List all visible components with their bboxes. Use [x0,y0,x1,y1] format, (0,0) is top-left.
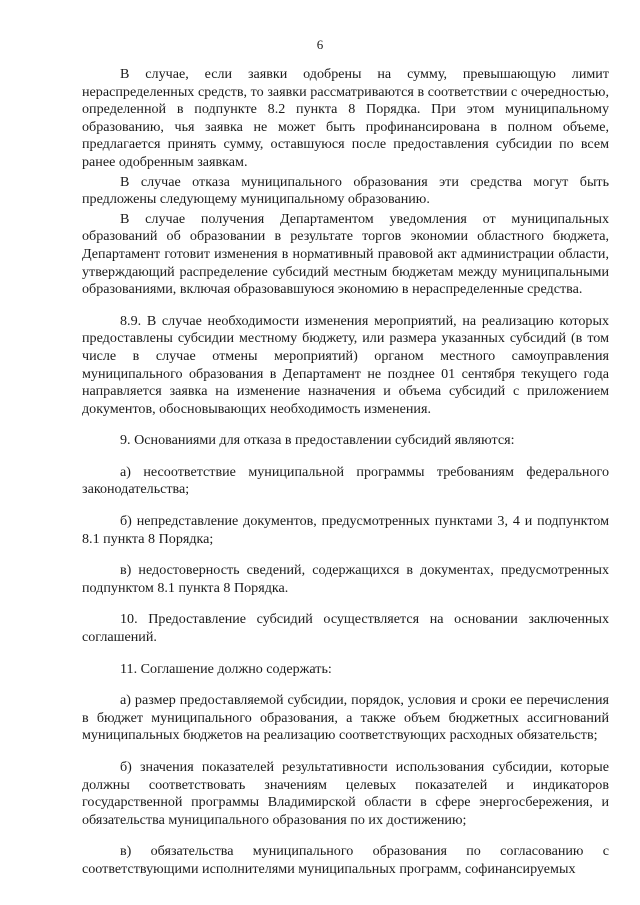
paragraph-11: 11. Соглашение должно содержать: [120,660,332,677]
paragraph-9-v: в) недостоверность сведений, содержащихся в документах, предусмотренных подпунктом 8.1 пункта 8 Порядка. [82,562,609,596]
paragraph-11-v: в) обязательства муниципального образования по согласованию с соответствующими исполнителями муниципальных программ, софинансируемых [82,843,609,877]
document-body [82,66,609,879]
paragraph-11-a: а) размер предоставляемой субсидии, порядок, условия и сроки ее перечисления в бюджет муниципального образования, а также объем бюджетных ассигнований муниципальных бюджетов на реализацию соответствующих расходных обязательств; [82,692,609,744]
paragraph-excess-limit: В случае, если заявки одобрены на сумму, превышающую лимит нераспределенных средств, то заявки рассматриваются в соответствии с очередностью, определенной в подпункте 8.2 пункта 8 Порядка. При этом муниципальному образованию, чья заявка не может быть профинансирована в полном объеме, предлагается принять сумму, оставшуюся после предоставления субсидии по всем ранее одобренным заявкам. [82,66,609,170]
paragraph-11-b: б) значения показателей результативности использования субсидии, которые должны соответствовать значениям целевых показателей и индикаторов государственной программы Владимирской области в сфере энергосбережения, и обязательства муниципального образования по их достижению; [82,759,609,828]
paragraph-refusal-offer: В случае отказа муниципального образования эти средства могут быть предложены следующему муниципальному образованию. [82,173,609,208]
paragraph-9-a: а) несоответствие муниципальной программы требованиям федерального законодательства; [82,463,609,498]
paragraph-8-9: 8.9. В случае необходимости изменения мероприятий, на реализацию которых предоставлены субсидии местному бюджету, или размера указанных субсидий (в том числе в случае отмены мероприятий) органом местного самоуправления муниципального образования в Департамент не позднее 01 сентября текущего года направляется заявка на изменение назначения и объема субсидий с приложением документов, обосновывающих необходимость изменения. [82,312,609,417]
paragraph-9-b: б) непредставление документов, предусмотренных пунктами 3, 4 и подпунктом 8.1 пункта 8 Порядка; [82,513,609,547]
page-number: 6 [316,37,324,52]
paragraph-savings-notice: В случае получения Департаментом уведомления от муниципальных образований об образовании в результате торгов экономии областного бюджета, Департамент готовит изменения в нормативный правовой акт администрации области, утверждающий распределение субсидий местным бюджетам между муниципальными образованиями, включая образовавшуюся экономию в нераспределенные средства. [82,210,609,298]
paragraph-9: 9. Основаниями для отказа в предоставлении субсидий являются: [120,432,515,449]
paragraph-10: 10. Предоставление субсидий осуществляется на основании заключенных соглашений. [82,611,609,646]
